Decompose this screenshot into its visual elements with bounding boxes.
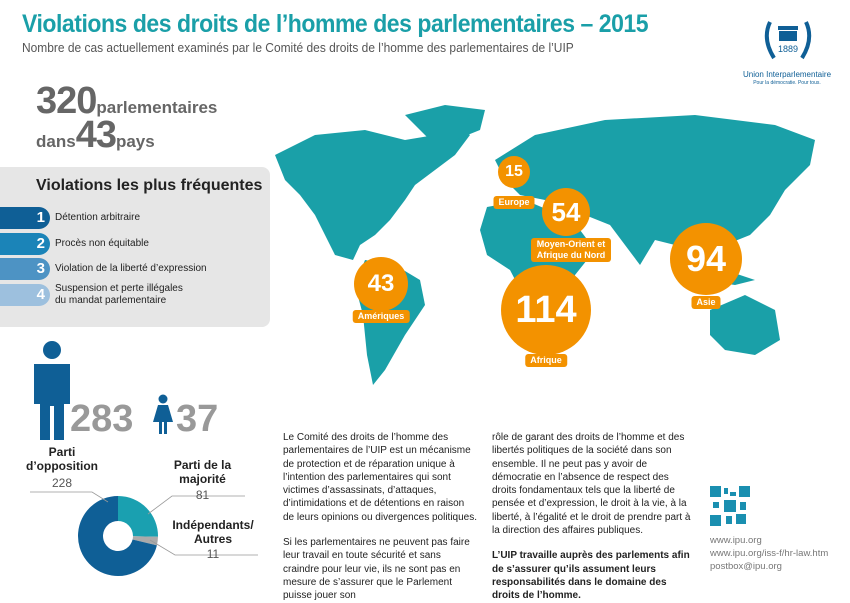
- label-independents: Indépendants/ Autres: [172, 518, 254, 546]
- violation-label: Procès non équitable: [55, 238, 149, 249]
- page-subtitle: Nombre de cas actuellement examinés par le Comité des droits de l’homme des parlementaires de l’UIP: [22, 40, 574, 55]
- region-label: Asie: [691, 296, 720, 309]
- women-count: 37: [176, 398, 219, 440]
- violations-panel: [0, 167, 270, 327]
- text-column-2: rôle de garant des droits de l’homme et des libertés politiques de la société dans son ensemble. Il ne peut pas y avoir de démocratie en l’absence de respect des droits fondamentaux tels que la liberté de pensée et d’expression, le droit à la vie, à la liberté, à l’égalité et le droit de prendre part à la direction des affaires publiques. L’UIP travaille auprès des parlements afin de s’assurer qu’ils assument leurs responsabilités dans le domaine des droits de l’homme.: [492, 432, 691, 602]
- violation-item: [0, 284, 185, 306]
- rank-badge: 2: [0, 233, 50, 255]
- value-majority: 81: [195, 488, 210, 502]
- region-label: Afrique: [525, 354, 567, 367]
- violation-item: [0, 233, 275, 255]
- value-independents: 11: [206, 547, 220, 561]
- logo-name: Union Interparlementaire: [742, 70, 832, 79]
- hr-law-link[interactable]: www.ipu.org/iss-f/hr-law.htm: [710, 548, 829, 559]
- north-america: [275, 125, 470, 260]
- qr-code[interactable]: [710, 486, 750, 526]
- text-column-1: Le Comité des droits de l’homme des parlementaires de l’UIP est un mécanisme de protection et de réparation unique à l’intention des parlementaires qui sont victimes d’assassinats, d’attaques, d’intimidations et de détentions en raison de leurs opinions ou divergences politiques. Si les parlementaires ne peuvent pas faire leur travail en toute sécurité et sans craindre pour leur vie, ils ne sont pas en mesure de s’assurer que le Parlement puisse jouer son: [283, 432, 478, 602]
- page-title: Violations des droits de l’homme des parlementaires – 2015: [22, 10, 649, 38]
- violation-item: [0, 207, 275, 229]
- email-link[interactable]: postbox@ipu.org: [710, 561, 782, 572]
- region-count-bubble: 15: [498, 156, 530, 188]
- countries-total: dans43pays: [36, 114, 155, 156]
- region-count-bubble: 114: [501, 265, 591, 355]
- rank-badge: 3: [0, 258, 50, 280]
- violations-title: Violations les plus fréquentes: [36, 177, 263, 194]
- region-label: Amériques: [353, 310, 410, 323]
- greenland: [405, 105, 485, 140]
- man-icon: [30, 340, 74, 440]
- ipu-emblem-icon: [760, 14, 816, 64]
- leader-line: [30, 492, 108, 502]
- violation-label: Suspension et perte illégales du mandat parlementaire: [55, 283, 183, 306]
- slice-majority: [118, 496, 158, 537]
- men-count: 283: [70, 398, 134, 440]
- contact-info: [710, 534, 828, 573]
- mps-total: 320parlementaires: [36, 80, 218, 122]
- label-opposition: Parti d’opposition: [26, 445, 98, 473]
- violation-label: Détention arbitraire: [55, 212, 141, 223]
- rank-badge: 4: [0, 284, 50, 306]
- svg-text:1889: 1889: [777, 44, 799, 54]
- violation-item: [0, 258, 275, 280]
- value-opposition: 228: [51, 476, 73, 490]
- ipu-logo: [758, 14, 818, 69]
- region-count-bubble: 94: [670, 223, 742, 295]
- woman-icon: [152, 394, 174, 434]
- region-label: Europe: [493, 196, 534, 209]
- region-label: Moyen-Orient et Afrique du Nord: [531, 238, 611, 262]
- violation-label: Violation de la liberté d’expression: [55, 263, 207, 274]
- region-count-bubble: 43: [354, 257, 408, 311]
- website-link[interactable]: www.ipu.org: [710, 535, 762, 546]
- region-count-bubble: 54: [542, 188, 590, 236]
- label-majority: Parti de la majorité: [173, 458, 232, 486]
- logo-tagline: Pour la démocratie. Pour tous.: [753, 80, 821, 86]
- rank-badge: 1: [0, 207, 50, 229]
